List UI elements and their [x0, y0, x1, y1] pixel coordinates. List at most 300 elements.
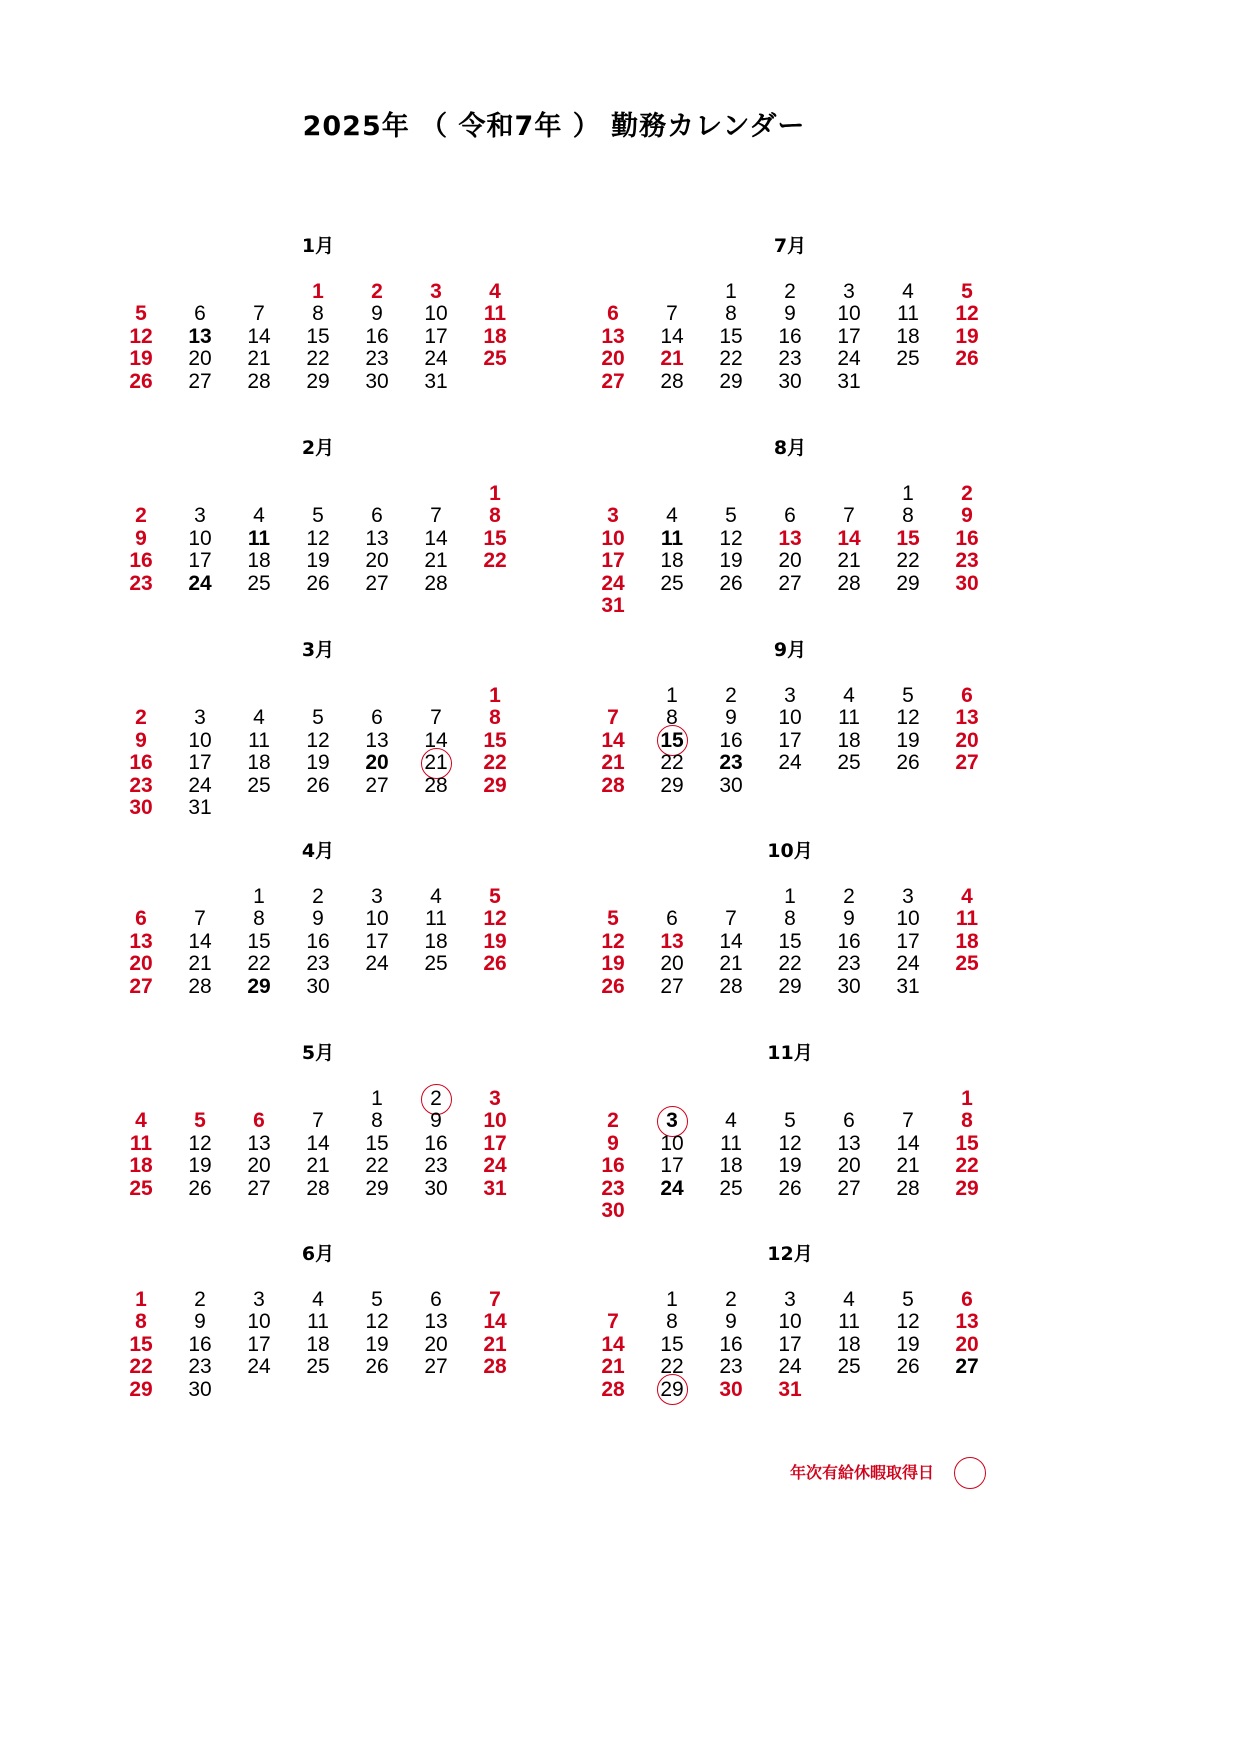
day-cell-holiday: 7	[607, 706, 619, 730]
day-cell-bold: 11	[660, 526, 684, 550]
month-title: 12月	[767, 1243, 813, 1265]
day-cell-holiday: 22	[129, 1355, 153, 1379]
day-cell: 22	[247, 952, 271, 976]
day-cell: 10	[837, 302, 861, 326]
day-cell: 12	[365, 1310, 389, 1334]
day-cell-holiday: 30	[129, 795, 153, 819]
day-cell: 14	[424, 526, 448, 550]
month-title: 9月	[773, 639, 807, 661]
day-cell: 2	[725, 684, 737, 707]
day-cell: 21	[247, 347, 271, 371]
day-cell-holiday: 29	[129, 1377, 153, 1401]
day-cell-holiday: 12	[483, 907, 507, 931]
day-cell: 19	[778, 1154, 802, 1178]
day-cell: 18	[896, 324, 920, 348]
day-cell: 28	[424, 773, 448, 797]
day-cell-holiday: 22	[483, 549, 507, 573]
day-cell: 8	[371, 1109, 383, 1133]
day-cell-paid-leave: 21	[407, 752, 466, 774]
day-cell: 18	[247, 549, 271, 573]
day-cell: 28	[306, 1176, 330, 1200]
day-cell: 25	[424, 952, 448, 976]
day-cell: 18	[247, 751, 271, 775]
day-cell-holiday: 14	[601, 1332, 625, 1356]
day-cell: 11	[720, 1131, 742, 1155]
day-cell-holiday: 30	[719, 1377, 743, 1401]
day-cell: 13	[837, 1131, 861, 1155]
day-cell-holiday: 3	[489, 1087, 501, 1110]
day-cell: 15	[719, 324, 743, 348]
day-cell: 8	[666, 1310, 678, 1334]
day-cell-paid-leave: 29	[643, 1379, 702, 1401]
day-cell: 29	[896, 571, 920, 595]
day-cell: 18	[660, 549, 684, 573]
day-cell: 22	[660, 1355, 684, 1379]
day-cell-holiday: 21	[660, 347, 684, 371]
day-cell: 18	[837, 728, 861, 752]
legend-label: 年次有給休暇取得日	[789, 1463, 934, 1482]
day-cell: 19	[306, 549, 330, 573]
day-cell-holiday: 23	[955, 549, 979, 573]
day-cell: 11	[838, 1310, 860, 1334]
day-cell: 17	[424, 324, 448, 348]
day-cell: 20	[188, 347, 212, 371]
day-cell: 17	[778, 1332, 802, 1356]
day-cell: 8	[253, 907, 265, 931]
day-cell: 24	[778, 751, 802, 775]
day-cell: 29	[365, 1176, 389, 1200]
day-cell-holiday: 14	[483, 1310, 507, 1334]
day-cell: 3	[371, 885, 383, 908]
day-cell: 9	[430, 1109, 442, 1133]
day-cell-holiday: 6	[961, 1288, 973, 1311]
day-cell-holiday: 23	[601, 1176, 625, 1200]
day-cell: 6	[843, 1109, 855, 1133]
day-cell: 13	[247, 1131, 271, 1155]
day-cell-holiday: 12	[601, 929, 625, 953]
day-cell-bold: 23	[719, 751, 743, 775]
day-cell: 4	[253, 706, 265, 730]
day-cell: 31	[837, 369, 861, 393]
day-cell-holiday: 5	[135, 302, 147, 326]
day-cell: 25	[660, 571, 684, 595]
day-cell: 5	[312, 706, 324, 730]
day-cell: 6	[371, 706, 383, 730]
day-cell: 23	[188, 1355, 212, 1379]
day-cell-holiday: 21	[601, 751, 625, 775]
day-cell: 22	[660, 751, 684, 775]
day-cell-holiday: 5	[607, 907, 619, 931]
day-cell: 3	[843, 280, 855, 303]
day-cell: 17	[660, 1154, 684, 1178]
day-cell: 5	[902, 1288, 914, 1311]
day-cell-holiday: 15	[483, 526, 507, 550]
month-block	[112, 1042, 525, 1200]
month-title: 7月	[773, 235, 807, 257]
day-cell-holiday: 26	[483, 952, 507, 976]
day-cell: 7	[666, 302, 678, 326]
day-cell: 5	[784, 1109, 796, 1133]
day-cell: 24	[778, 1355, 802, 1379]
day-cell-holiday: 24	[601, 571, 625, 595]
day-cell: 22	[306, 347, 330, 371]
day-cell: 23	[306, 952, 330, 976]
day-cell: 27	[424, 1355, 448, 1379]
month-block	[112, 235, 525, 393]
day-cell: 20	[837, 1154, 861, 1178]
day-cell: 3	[194, 706, 206, 730]
day-cell-holiday: 13	[601, 324, 625, 348]
day-cell: 12	[896, 706, 920, 730]
day-cell: 4	[430, 885, 442, 908]
day-cell: 1	[666, 1288, 678, 1311]
day-cell-holiday: 6	[253, 1109, 265, 1133]
day-cell-holiday: 27	[601, 369, 625, 393]
day-cell-holiday: 5	[194, 1109, 206, 1133]
day-cell: 2	[843, 885, 855, 908]
day-cell: 14	[660, 324, 684, 348]
day-cell-holiday: 12	[955, 302, 979, 326]
day-cell: 3	[253, 1288, 265, 1311]
day-cell: 26	[365, 1355, 389, 1379]
day-cell-holiday: 19	[129, 347, 153, 371]
day-cell: 7	[312, 1109, 324, 1133]
day-cell: 10	[365, 907, 389, 931]
day-cell: 20	[247, 1154, 271, 1178]
day-cell-holiday: 12	[129, 324, 153, 348]
day-cell: 16	[188, 1332, 212, 1356]
day-cell: 28	[424, 571, 448, 595]
month-title: 11月	[767, 1042, 813, 1064]
day-cell-bold: 24	[660, 1176, 684, 1200]
day-cell-holiday: 16	[129, 751, 153, 775]
day-cell: 9	[371, 302, 383, 326]
day-cell: 28	[896, 1176, 920, 1200]
day-cell-holiday: 15	[955, 1131, 979, 1155]
day-cell: 12	[306, 526, 330, 550]
day-cell: 3	[784, 1288, 796, 1311]
day-cell: 19	[896, 1332, 920, 1356]
day-cell-holiday: 9	[135, 728, 147, 752]
day-cell: 15	[778, 929, 802, 953]
day-cell: 21	[719, 952, 743, 976]
day-cell: 5	[371, 1288, 383, 1311]
day-cell-holiday: 30	[955, 571, 979, 595]
day-cell: 1	[666, 684, 678, 707]
day-cell-holiday: 8	[489, 706, 501, 730]
day-cell: 21	[188, 952, 212, 976]
day-cell: 4	[666, 504, 678, 528]
day-cell-holiday: 26	[955, 347, 979, 371]
day-cell: 7	[902, 1109, 914, 1133]
day-cell: 14	[719, 929, 743, 953]
day-cell: 16	[719, 1332, 743, 1356]
day-cell: 7	[843, 504, 855, 528]
month-title: 2月	[301, 437, 335, 459]
day-cell: 11	[307, 1310, 329, 1334]
day-cell: 9	[725, 1310, 737, 1334]
day-cell: 25	[837, 751, 861, 775]
day-cell: 28	[188, 974, 212, 998]
month-title: 8月	[773, 437, 807, 459]
day-cell: 18	[424, 929, 448, 953]
day-cell: 6	[194, 302, 206, 326]
day-cell-holiday: 26	[129, 369, 153, 393]
day-cell: 2	[312, 885, 324, 908]
day-cell-holiday: 25	[955, 952, 979, 976]
day-cell: 6	[430, 1288, 442, 1311]
day-cell-holiday: 1	[312, 280, 324, 303]
day-cell: 16	[365, 324, 389, 348]
day-cell-holiday: 19	[955, 324, 979, 348]
day-cell: 14	[306, 1131, 330, 1155]
day-cell: 29	[778, 974, 802, 998]
day-cell: 13	[424, 1310, 448, 1334]
day-cell-holiday: 14	[601, 728, 625, 752]
day-cell-holiday: 8	[135, 1310, 147, 1334]
day-cell: 16	[719, 728, 743, 752]
day-cell: 10	[188, 728, 212, 752]
day-cell-holiday: 19	[601, 952, 625, 976]
day-cell-bold: 20	[365, 751, 389, 775]
day-cell: 10	[188, 526, 212, 550]
day-cell-holiday: 21	[483, 1332, 507, 1356]
day-cell-holiday: 4	[135, 1109, 147, 1133]
day-cell-holiday: 31	[778, 1377, 802, 1401]
day-cell: 3	[194, 504, 206, 528]
day-cell: 18	[306, 1332, 330, 1356]
day-cell-holiday: 27	[955, 751, 979, 775]
day-cell: 10	[660, 1131, 684, 1155]
day-cell-holiday: 2	[371, 280, 383, 303]
day-cell-holiday: 23	[129, 571, 153, 595]
day-cell: 23	[719, 1355, 743, 1379]
day-cell: 27	[660, 974, 684, 998]
day-cell-holiday: 28	[483, 1355, 507, 1379]
day-cell-holiday: 13	[955, 706, 979, 730]
day-cell: 11	[838, 706, 860, 730]
day-cell: 30	[719, 773, 743, 797]
day-cell: 21	[424, 549, 448, 573]
day-cell: 22	[365, 1154, 389, 1178]
day-cell: 5	[902, 684, 914, 707]
day-cell: 16	[837, 929, 861, 953]
day-cell: 17	[778, 728, 802, 752]
day-cell: 18	[719, 1154, 743, 1178]
day-cell: 25	[896, 347, 920, 371]
day-cell-holiday: 28	[601, 773, 625, 797]
day-cell: 24	[188, 773, 212, 797]
day-cell: 4	[843, 684, 855, 707]
day-cell: 16	[306, 929, 330, 953]
day-cell: 28	[247, 369, 271, 393]
month-block	[584, 235, 997, 393]
day-cell: 17	[188, 751, 212, 775]
day-cell: 17	[365, 929, 389, 953]
day-cell: 24	[365, 952, 389, 976]
day-cell-bold: 13	[188, 324, 212, 348]
day-cell: 31	[896, 974, 920, 998]
day-cell: 26	[778, 1176, 802, 1200]
day-cell: 29	[719, 369, 743, 393]
month-day-grid	[584, 886, 997, 998]
day-cell: 14	[896, 1131, 920, 1155]
day-cell: 30	[188, 1377, 212, 1401]
day-cell: 28	[719, 974, 743, 998]
day-cell: 19	[306, 751, 330, 775]
day-cell-holiday: 29	[955, 1176, 979, 1200]
day-cell-holiday: 13	[660, 929, 684, 953]
day-cell-holiday: 10	[483, 1109, 507, 1133]
month-day-grid	[584, 685, 997, 797]
day-cell-paid-leave: 2	[407, 1088, 466, 1110]
day-cell: 11	[897, 302, 919, 326]
day-cell-holiday: 20	[955, 1332, 979, 1356]
day-cell-holiday: 16	[129, 549, 153, 573]
day-cell: 6	[371, 504, 383, 528]
day-cell: 2	[784, 280, 796, 303]
circle-icon	[954, 1457, 986, 1489]
day-cell-holiday: 9	[961, 504, 973, 528]
day-cell: 27	[188, 369, 212, 393]
day-cell: 8	[784, 907, 796, 931]
day-cell: 24	[837, 347, 861, 371]
day-cell: 6	[666, 907, 678, 931]
day-cell: 8	[666, 706, 678, 730]
day-cell: 18	[837, 1332, 861, 1356]
day-cell: 15	[365, 1131, 389, 1155]
day-cell: 21	[837, 549, 861, 573]
day-cell: 9	[843, 907, 855, 931]
month-title: 1月	[301, 235, 335, 257]
day-cell: 26	[306, 773, 330, 797]
day-cell-holiday: 11	[955, 907, 979, 931]
month-title: 3月	[301, 639, 335, 661]
day-cell: 27	[247, 1176, 271, 1200]
day-cell: 11	[425, 907, 447, 931]
day-cell: 29	[660, 773, 684, 797]
month-block	[584, 1042, 997, 1222]
day-cell: 23	[778, 347, 802, 371]
month-day-grid	[584, 281, 997, 393]
day-cell-holiday: 1	[489, 482, 501, 505]
month-block	[112, 639, 525, 819]
day-cell-holiday: 15	[896, 526, 920, 550]
day-cell: 19	[896, 728, 920, 752]
day-cell: 30	[837, 974, 861, 998]
day-cell-holiday: 29	[483, 773, 507, 797]
day-cell-holiday: 10	[601, 526, 625, 550]
day-cell: 23	[424, 1154, 448, 1178]
month-day-grid	[584, 483, 997, 617]
day-cell-holiday: 17	[601, 549, 625, 573]
month-block	[584, 639, 997, 797]
day-cell-holiday: 14	[837, 526, 861, 550]
day-cell: 25	[247, 571, 271, 595]
day-cell-holiday: 4	[489, 280, 501, 303]
day-cell: 5	[312, 504, 324, 528]
month-day-grid	[112, 281, 525, 393]
day-cell: 22	[778, 952, 802, 976]
day-cell: 25	[719, 1176, 743, 1200]
month-title: 4月	[301, 840, 335, 862]
day-cell-holiday: 1	[961, 1087, 973, 1110]
day-cell-holiday: 22	[483, 751, 507, 775]
day-cell: 29	[306, 369, 330, 393]
day-cell: 9	[725, 706, 737, 730]
month-block	[112, 840, 525, 998]
day-cell-holiday: 2	[135, 504, 147, 528]
day-cell-bold: 24	[188, 571, 212, 595]
day-cell: 1	[784, 885, 796, 908]
day-cell: 16	[424, 1131, 448, 1155]
day-cell-holiday: 1	[489, 684, 501, 707]
day-cell-holiday: 4	[961, 885, 973, 908]
day-cell: 12	[306, 728, 330, 752]
day-cell: 20	[778, 549, 802, 573]
day-cell: 30	[778, 369, 802, 393]
day-cell: 22	[719, 347, 743, 371]
day-cell: 31	[424, 369, 448, 393]
day-cell: 28	[660, 369, 684, 393]
day-cell-holiday: 31	[601, 593, 625, 617]
day-cell-holiday: 20	[601, 347, 625, 371]
day-cell: 12	[188, 1131, 212, 1155]
day-cell: 22	[896, 549, 920, 573]
day-cell: 14	[247, 324, 271, 348]
day-cell-holiday: 28	[601, 1377, 625, 1401]
day-cell: 27	[778, 571, 802, 595]
month-day-grid	[112, 886, 525, 998]
day-cell: 4	[312, 1288, 324, 1311]
day-cell-holiday: 1	[135, 1288, 147, 1311]
day-cell: 3	[784, 684, 796, 707]
day-cell: 8	[312, 302, 324, 326]
day-cell: 27	[837, 1176, 861, 1200]
day-cell-holiday: 16	[601, 1154, 625, 1178]
day-cell: 12	[778, 1131, 802, 1155]
day-cell: 1	[902, 482, 914, 505]
day-cell-bold: 11	[247, 526, 271, 550]
day-cell-holiday: 25	[129, 1176, 153, 1200]
day-cell: 27	[365, 773, 389, 797]
day-cell-holiday: 21	[601, 1355, 625, 1379]
day-cell: 17	[247, 1332, 271, 1356]
day-cell: 12	[719, 526, 743, 550]
month-title: 5月	[301, 1042, 335, 1064]
day-cell: 26	[719, 571, 743, 595]
day-cell: 1	[371, 1087, 383, 1110]
day-cell: 13	[365, 526, 389, 550]
day-cell: 10	[247, 1310, 271, 1334]
day-cell: 28	[837, 571, 861, 595]
day-cell-bold: 29	[247, 974, 271, 998]
day-cell-holiday: 13	[778, 526, 802, 550]
day-cell-holiday: 6	[961, 684, 973, 707]
day-cell: 7	[194, 907, 206, 931]
day-cell-holiday: 5	[961, 280, 973, 303]
day-cell-holiday: 30	[601, 1198, 625, 1222]
day-cell-paid-leave: 3	[643, 1110, 702, 1132]
month-day-grid	[584, 1088, 997, 1222]
day-cell: 17	[896, 929, 920, 953]
day-cell-holiday: 18	[129, 1154, 153, 1178]
day-cell: 10	[778, 706, 802, 730]
month-block	[584, 840, 997, 998]
day-cell: 19	[365, 1332, 389, 1356]
day-cell: 21	[896, 1154, 920, 1178]
day-cell: 2	[194, 1288, 206, 1311]
